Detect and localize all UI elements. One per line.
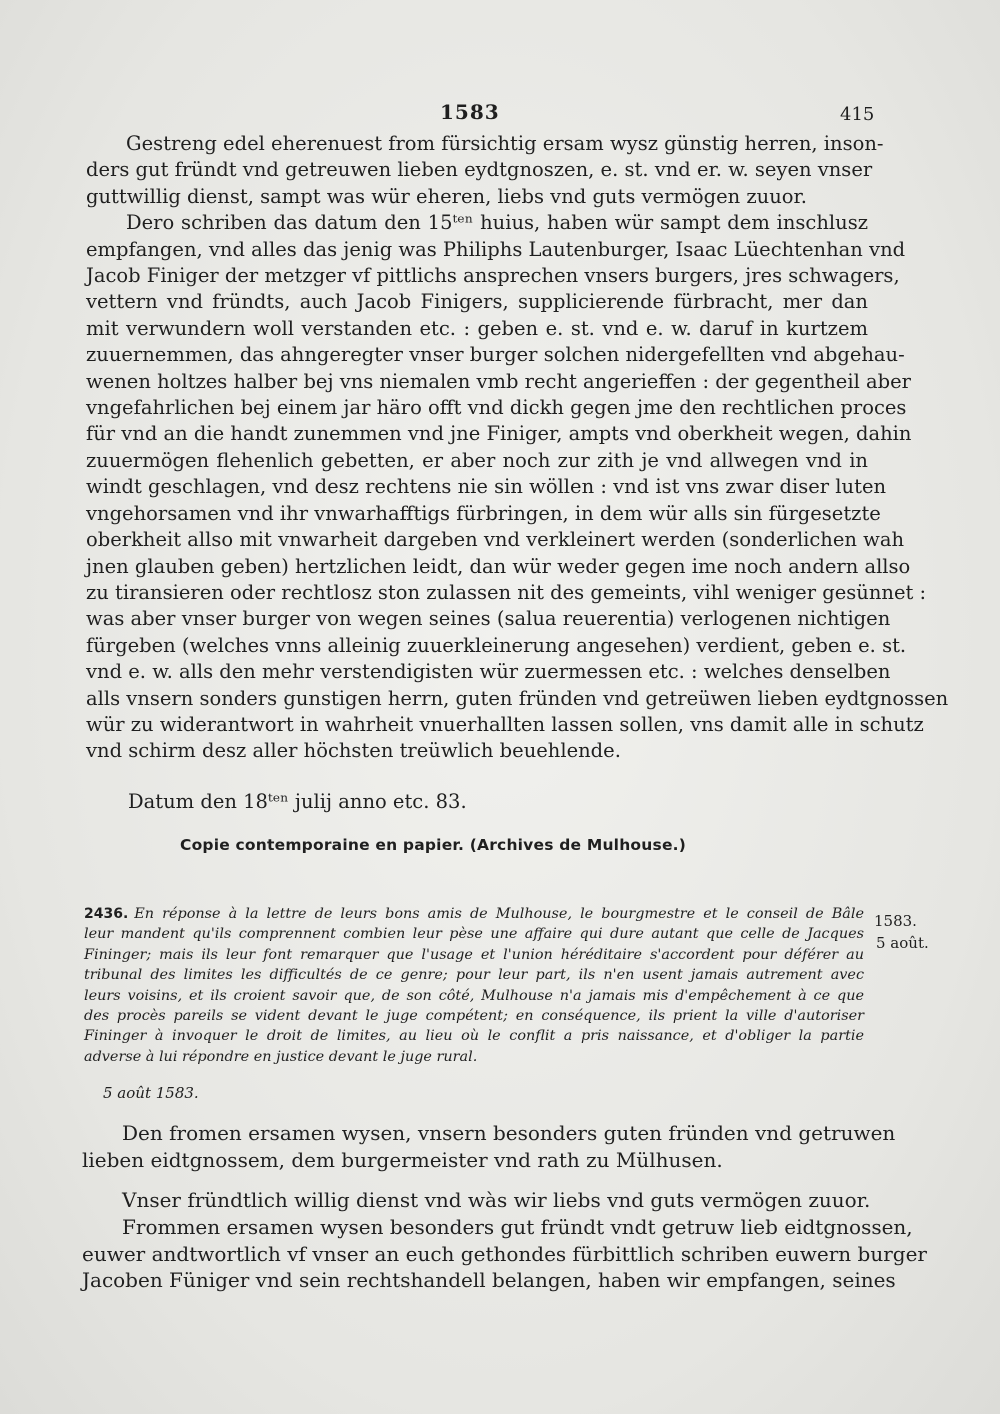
summary-line: des procès pareils se vident devant le juge compétent; en conséquence, ils prient la ville d'autoriser [84,1008,864,1025]
summary-line: leur mandent qu'ils comprennent combien leur pèse une affaire qui dure autant que celle de Jacques [84,926,864,943]
summary-line: leurs voisins, et ils croient savoir que, de son côté, Mulhouse n'a jamais mis d'empêchement à ce que [84,987,864,1004]
text-line: Gestreng edel eherenuest from fürsichtig ersam wysz günstig herren, inson- [126,132,884,155]
address-line: lieben eidtgnossem, dem burgermeister vnd rath zu Mülhusen. [82,1147,723,1172]
letter-2-address [82,1120,896,1174]
text-line: jnen glauben geben) hertzlichen leidt, dan wür weder gegen ime noch andern allso [86,554,911,578]
text-line: vettern vnd fründts, auch Jacob Finigers, supplicierende fürbracht, mer dan [86,290,868,314]
document-summary [84,904,864,1067]
text-line: zuuernemmen, das ahngeregter vnser burger solchen nidergefellten vnd abgehau- [86,343,905,367]
text-line: guttwillig dienst, sampt was wür eheren, liebs vnd guts vermögen zuuor. [86,184,807,208]
margin-date: 5 août. [876,934,929,952]
letter-1-body [86,131,949,765]
letter-1-date: Datum den 18ᵗᵉⁿ julij anno etc. 83. [128,790,467,813]
text-line: Vnser fründtlich willig dienst vnd wàs wir liebs vnd guts vermögen zuuor. [122,1188,871,1212]
text-line: ders gut fründt vnd getreuwen lieben eydtgnoszen, e. st. vnd er. w. seyen vnser [86,158,873,182]
text-line: Jacob Finiger der metzger vf pittlichs ansprechen vnsers burgers, jres schwagers, [86,264,900,288]
text-line: euwer andtwortlich vf vnser an euch gethondes fürbittlich schriben euwern burger [82,1241,927,1266]
text-line: Frommen ersamen wysen besonders gut fründt vndt getruw lieb eidtgnossen, [122,1214,913,1239]
summary-line: Fininger à invoquer le droit de limites, au lieu où le conflit a pris naissance, et d'obliger la partie [84,1028,864,1045]
text-line: Jacoben Füniger vnd sein rechtshandell belangen, haben wir empfangen, seines [82,1268,896,1293]
text-line: Dero schriben das datum den 15ᵗᵉⁿ huius, haben wür sampt dem inschlusz [126,211,868,235]
text-line: wür zu widerantwort in wahrheit vnuerhallten lassen sollen, vns damit alle in schutz [86,712,924,736]
summary-line: adverse à lui répondre en justice devant le juge rural. [84,1048,478,1065]
summary-line: Fininger; mais ils leur font remarquer que l'usage et l'union héréditaire s'accordent pour déférer au [84,946,864,963]
text-line: vngehorsamen vnd ihr vnwarhafftigs fürbringen, in dem wür alls sin fürgesetzte [86,501,881,525]
text-line: für vnd an die handt zunemmen vnd jne Finiger, ampts vnd oberkheit wegen, dahin [86,422,912,446]
text-line: was aber vnser burger von wegen seines (salua reuerentia) verlogenen nichtigen [86,607,891,631]
text-line: mit verwundern woll verstanden etc. : geben e. st. vnd e. w. daruf in kurtzem [86,316,868,340]
text-line: alls vnsern sonders gunstigen herrn, guten fründen vnd getreüwen lieben eydtgnossen [86,686,949,710]
summary-date: 5 août 1583. [103,1084,199,1102]
header-year: 1583 [440,100,500,124]
summary-line: tribunal des limites les difficultés de ce genre; pour leur part, ils n'en usent jamais autrement avec [84,967,864,984]
text-line: zuuermögen flehenlich gebetten, er aber noch zur zith je vnd allwegen vnd in [86,448,868,472]
text-line: oberkheit allso mit vnwarheit dargeben vnd verkleinert werden (sonderlichen wah [86,528,905,552]
address-line: Den fromen ersamen wysen, vnsern besonders guten fründen vnd getruwen [122,1121,896,1145]
source-note: Copie contemporaine en papier. (Archives de Mulhouse.) [180,836,687,854]
text-line: vnd schirm desz aller höchsten treüwlich beuehlende. [86,739,621,763]
margin-year: 1583. [874,912,917,930]
text-line: empfangen, vnd alles das jenig was Philiphs Lautenburger, Isaac Lüechtenhan vnd [86,237,906,261]
summary-text: En réponse à la lettre de leurs bons amis de Mulhouse, le bourgmestre et le conseil de Bâle [134,906,864,922]
text-line: fürgeben (welches vnns alleinig zuuerkleinerung angesehen) verdient, geben e. st. [86,633,907,657]
document-number: 2436. [84,906,129,922]
text-line: wenen holtzes halber bej vns niemalen vmb recht angerieffen : der gegentheil aber [86,369,911,393]
letter-2-body [82,1187,927,1294]
text-line: vnd e. w. alls den mehr verstendigisten wür zuermessen etc. : welches denselben [86,660,891,684]
text-line: windt geschlagen, vnd desz rechtens nie sin wöllen : vnd ist vns zwar diser luten [86,475,887,499]
summary-line [84,904,864,924]
text-line: vngefahrlichen bej einem jar häro offt vnd dickh gegen jme den rechtlichen proces [86,396,907,420]
page-number: 415 [840,104,875,125]
text-line: zu tiransieren oder rechtlosz ston zulassen nit des gemeints, vihl weniger gesünnet : [86,580,927,604]
